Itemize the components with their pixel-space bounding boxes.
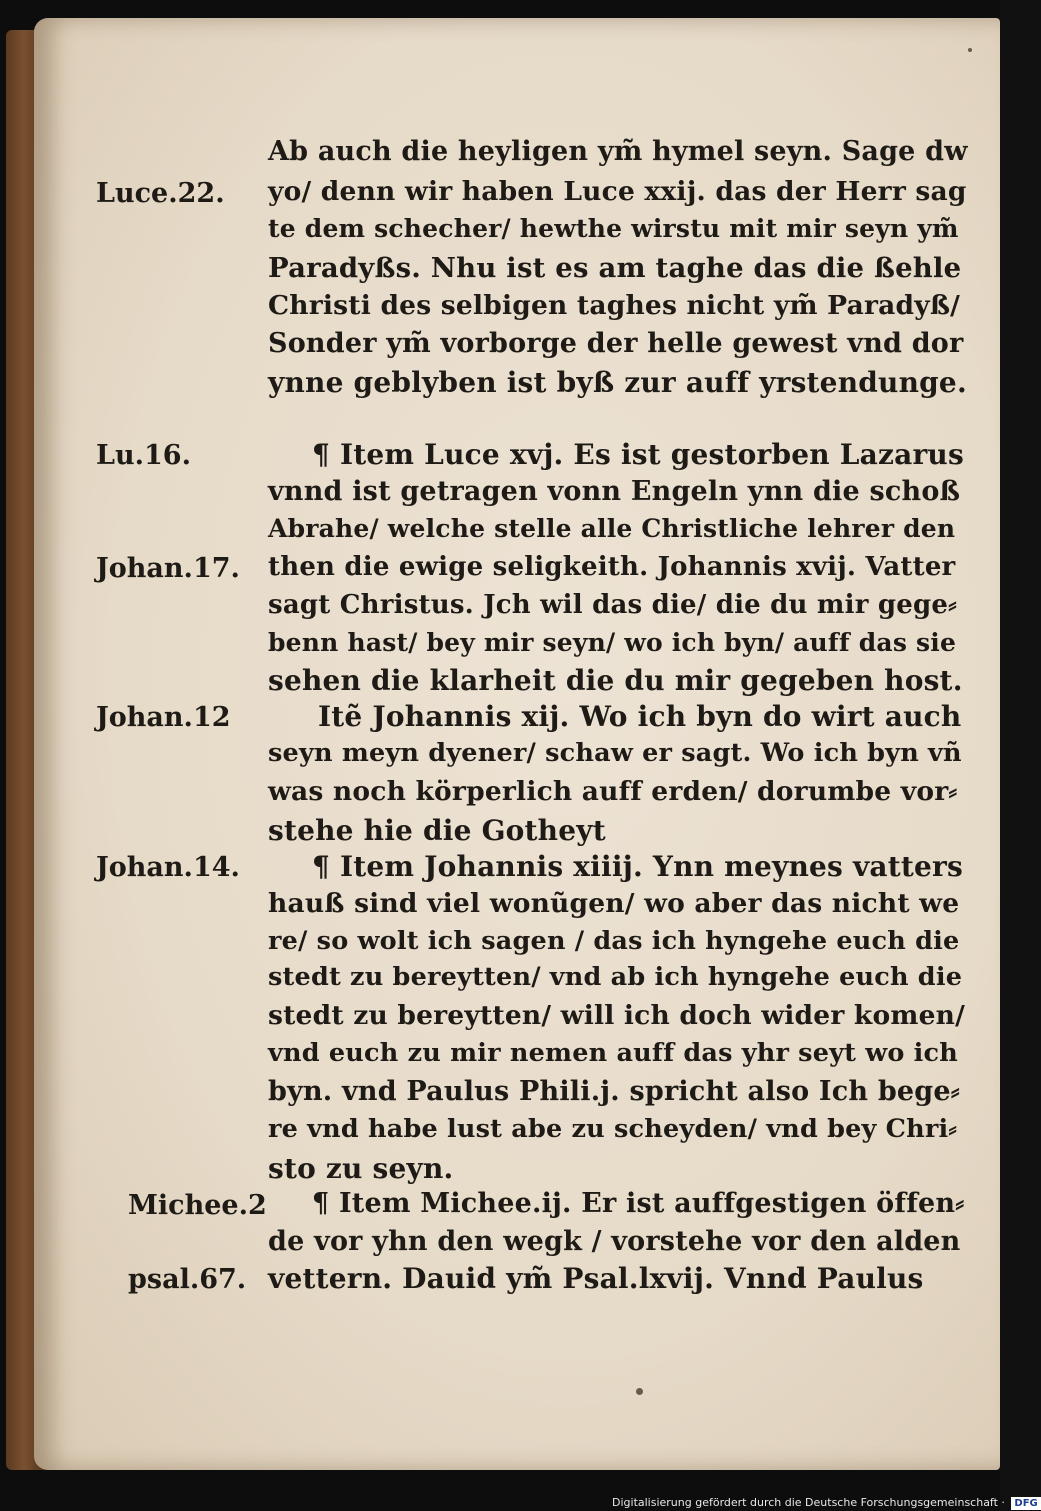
footer-text: Digitalisierung gefördert durch die Deutsche Forschungsgemeinschaft ·: [612, 1496, 1005, 1509]
text-line: then die ewige seligkeith. Johannis xvij. Vatter: [268, 552, 956, 582]
text-line: hauß sind viel wonũgen/ wo aber das nicht we: [268, 888, 960, 919]
text-line: vnd euch zu mir nemen auff das yhr seyt wo ich: [268, 1038, 959, 1068]
text-line: re vnd habe lust abe zu scheyden/ vnd bey Chri⸗: [268, 1114, 958, 1144]
margin-note: Luce.22.: [96, 178, 225, 209]
text-line: ¶ Item Michee.ij. Er ist auffgestigen öffen⸗: [312, 1188, 965, 1219]
text-line: benn hast/ bey mir seyn/ wo ich byn/ auff das sie: [268, 628, 957, 657]
text-line: seyn meyn dyener/ schaw er sagt. Wo ich byn vñ: [268, 738, 962, 768]
text-line: vnnd ist getragen vonn Engeln ynn die schoß: [268, 476, 961, 507]
text-line: Itẽ Johannis xij. Wo ich byn do wirt auch: [318, 700, 962, 733]
margin-note: Johan.12: [96, 702, 231, 733]
text-line: sto zu seyn.: [268, 1152, 454, 1185]
text-line: stehe hie die Gotheyt: [268, 814, 606, 847]
margin-note: Johan.17.: [96, 553, 240, 584]
text-line: vettern. Dauid ym̃ Psal.lxvij. Vnnd Paulus: [268, 1262, 924, 1295]
dfg-logo-icon: DFG: [1011, 1497, 1040, 1510]
margin-note: Lu.16.: [96, 440, 191, 471]
text-line: Christi des selbigen taghes nicht ym̃ Paradyß/: [268, 290, 961, 321]
text-line: re/ so wolt ich sagen / das ich hyngehe euch die: [268, 926, 960, 956]
text-line: was noch körperlich auff erden/ dorumbe vor⸗: [268, 776, 958, 807]
text-line: Sonder ym̃ vorborge der helle gewest vnd dor: [268, 328, 964, 359]
text-line: de vor yhn den wegk / vorstehe vor den alden: [268, 1226, 961, 1257]
text-line: byn. vnd Paulus Phili.j. spricht also Ich bege⸗: [268, 1076, 960, 1107]
text-line: Paradyßs. Nhu ist es am taghe das die ßehle: [268, 252, 962, 284]
text-line: te dem schecher/ hewthe wirstu mit mir seyn ym̃: [268, 214, 959, 243]
text-line: Ab auch die heyligen ym̃ hymel seyn. Sage dw: [268, 136, 968, 167]
footer: [612, 1494, 1038, 1511]
text-line: Abrahe/ welche stelle alle Christliche lehrer den: [268, 514, 956, 543]
ink-spot: [968, 48, 972, 52]
text-line: ¶ Item Luce xvj. Es ist gestorben Lazarus: [312, 438, 964, 471]
margin-note: Michee.2: [128, 1190, 267, 1221]
text-line: stedt zu bereytten/ vnd ab ich hyngehe euch die: [268, 962, 963, 992]
text-line: ¶ Item Johannis xiiij. Ynn meynes vatters: [312, 850, 963, 883]
text-line: sehen die klarheit die du mir gegeben host.: [268, 664, 963, 697]
text-line: stedt zu bereytten/ will ich doch wider komen/: [268, 1000, 965, 1031]
text-line: ynne geblyben ist byß zur auff yrstendunge.: [268, 366, 967, 399]
margin-note: Johan.14.: [96, 852, 240, 883]
margin-note: psal.67.: [128, 1264, 247, 1295]
text-line: sagt Christus. Jch wil das die/ die du mir gege⸗: [268, 590, 957, 620]
ink-spot: [636, 1388, 643, 1395]
text-line: yo/ denn wir haben Luce xxij. das der Herr sag: [268, 176, 967, 207]
